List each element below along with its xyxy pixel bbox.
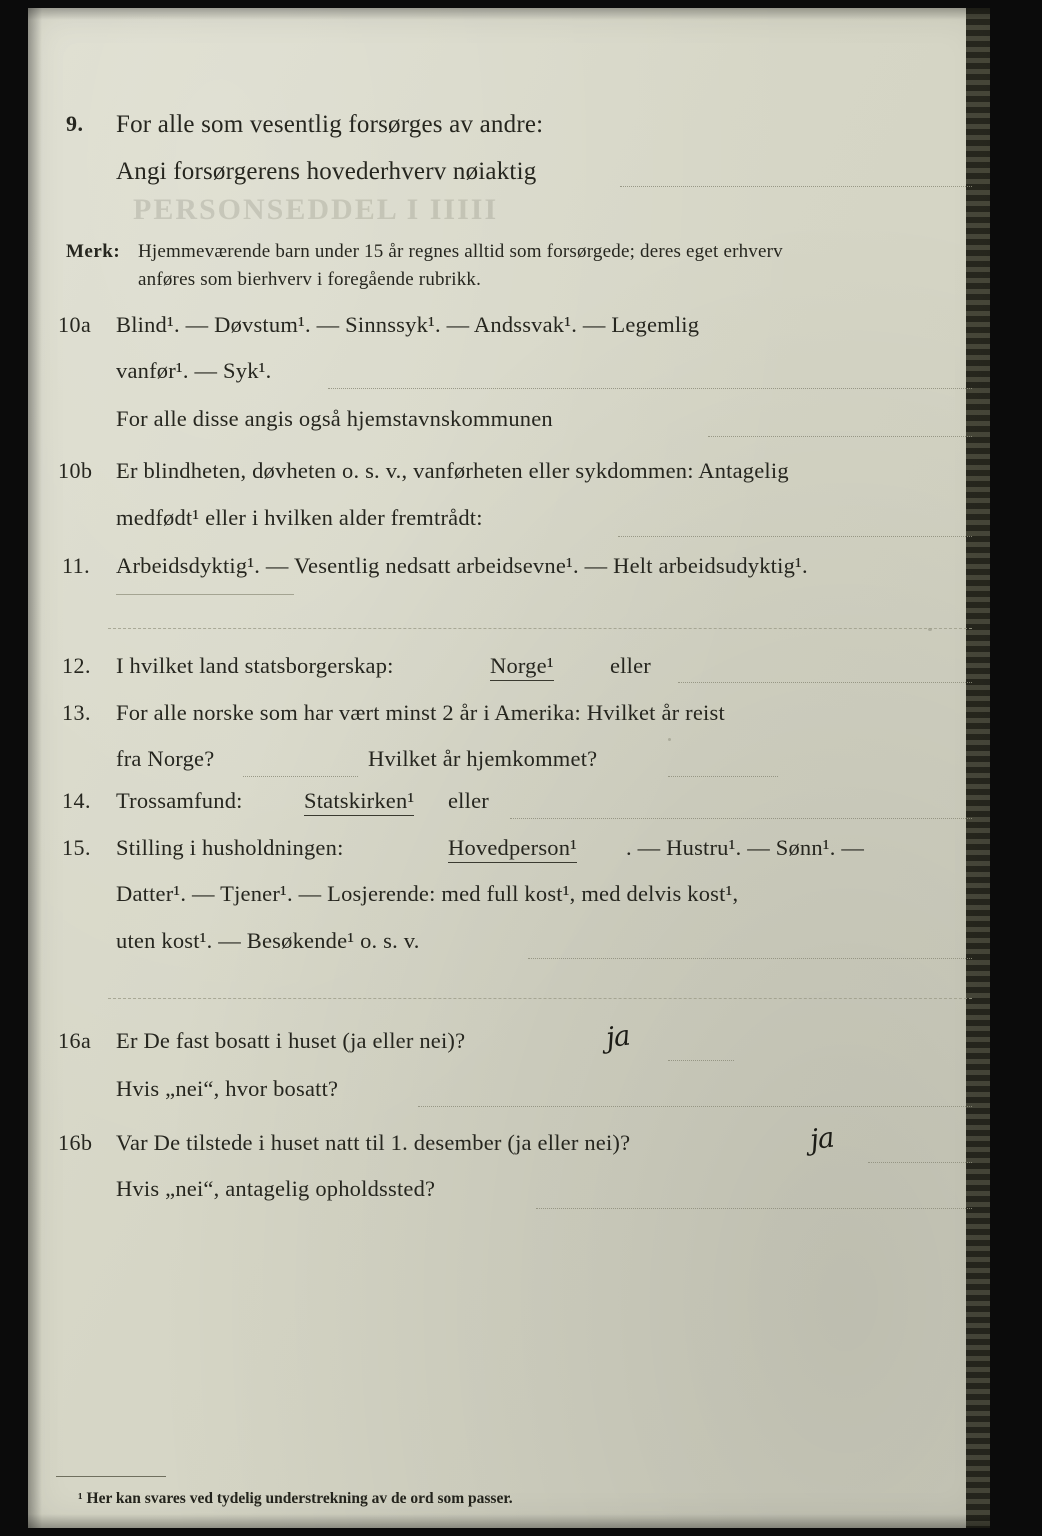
- item-14-number: 14.: [62, 788, 91, 813]
- item-16b-blank-rule: [536, 1208, 972, 1209]
- item-11-line1: Arbeidsdyktig¹. — Vesentlig nedsatt arbeidsevne¹. — Helt arbeidsudyktig¹.: [116, 553, 808, 578]
- item-10a-number: 10a: [58, 312, 92, 337]
- item-11-underline-arbeidsdyktig: [116, 594, 294, 595]
- item-13-line2b: Hvilket år hjemkommet?: [368, 746, 598, 771]
- item-13-blank-rule-2: [668, 776, 778, 777]
- merk-line1: Hjemmeværende barn under 15 år regnes alltid som forsørgede; deres eget erhverv: [138, 241, 783, 262]
- item-12-number: 12.: [62, 653, 91, 678]
- item-12-blank-rule: [678, 682, 972, 683]
- item-16a-answer-rule: [668, 1060, 734, 1061]
- item-15-blank-rule: [528, 958, 972, 959]
- item-15-line2: Datter¹. — Tjener¹. — Losjerende: med full kost¹, med delvis kost¹,: [116, 881, 739, 906]
- item-16a-blank-rule: [418, 1106, 972, 1107]
- item-12-line1: I hvilket land statsborgerskap:: [116, 653, 394, 678]
- item-16a-handwritten-answer: ja: [604, 1018, 632, 1055]
- item-9-number: 9.: [66, 111, 84, 136]
- merk-line2: anføres som bierhverv i foregående rubrikk.: [138, 269, 482, 290]
- item-10a-hjemstavn-rule: [708, 436, 972, 437]
- item-9-blank-rule: [620, 186, 972, 187]
- item-13-line2: fra Norge?: [116, 746, 215, 771]
- item-13-number: 13.: [62, 700, 91, 725]
- item-12-answer: Norge¹: [490, 653, 554, 681]
- item-9-line1: For alle som vesentlig forsørges av andre:: [116, 111, 544, 138]
- item-15-number: 15.: [62, 835, 91, 860]
- item-15-answer: Hovedperson¹: [448, 835, 577, 863]
- item-16a-line1: Er De fast bosatt i huset (ja eller nei)?: [116, 1028, 466, 1053]
- item-12-line1b: eller: [610, 653, 651, 678]
- bleed-through-line-2: [358, 1438, 365, 1464]
- item-9-line2: Angi forsørgerens hovederhverv nøiaktig: [116, 158, 537, 185]
- item-14-blank-rule: [510, 818, 972, 819]
- bleed-through-line-1: [328, 1338, 335, 1364]
- item-16b-handwritten-answer: ja: [808, 1120, 836, 1157]
- section-separator-2: [108, 998, 972, 999]
- item-10b-number: 10b: [58, 458, 93, 483]
- item-10a-line2: vanfør¹. — Syk¹.: [116, 358, 272, 383]
- item-15-line1b: . — Hustru¹. — Sønn¹. —: [626, 835, 865, 860]
- item-13-blank-rule-1: [243, 776, 358, 777]
- item-15-line1: Stilling i husholdningen:: [116, 835, 344, 860]
- item-10a-line3: For alle disse angis også hjemstavnskommunen: [116, 406, 553, 431]
- item-10b-line1: Er blindheten, døvheten o. s. v., vanførheten eller sykdommen: Antagelig: [116, 458, 789, 483]
- footnote-text: ¹ Her kan svares ved tydelig understrekning av de ord som passer.: [78, 1490, 513, 1507]
- item-11-number: 11.: [62, 553, 91, 578]
- merk-label: Merk:: [66, 241, 121, 262]
- item-10a-blank-rule: [328, 388, 972, 389]
- item-16a-line2: Hvis „nei“, hvor bosatt?: [116, 1076, 339, 1101]
- document-content: [28, 8, 990, 1528]
- item-14-line1: Trossamfund:: [116, 788, 243, 813]
- item-16b-line1: Var De tilstede i huset natt til 1. desember (ja eller nei)?: [116, 1130, 631, 1155]
- bleed-through-heading: PERSONSEDDEL I IIIII: [133, 193, 499, 226]
- scanned-document-page: [28, 8, 990, 1528]
- item-15-line3: uten kost¹. — Besøkende¹ o. s. v.: [116, 928, 420, 953]
- footnote-divider: [56, 1476, 166, 1477]
- item-16a-number: 16a: [58, 1028, 92, 1053]
- paper-speck: [668, 738, 671, 741]
- item-14-line1b: eller: [448, 788, 489, 813]
- item-10b-blank-rule: [618, 536, 972, 537]
- item-13-line1: For alle norske som har vært minst 2 år i Amerika: Hvilket år reist: [116, 700, 725, 725]
- item-16b-answer-rule: [868, 1162, 972, 1163]
- item-10b-line2: medfødt¹ eller i hvilken alder fremtrådt:: [116, 505, 483, 530]
- item-10a-line1: Blind¹. — Døvstum¹. — Sinnssyk¹. — Andssvak¹. — Legemlig: [116, 312, 700, 337]
- item-14-answer: Statskirken¹: [304, 788, 414, 816]
- section-separator-1: [108, 628, 972, 629]
- item-16b-line2: Hvis „nei“, antagelig opholdssted?: [116, 1176, 436, 1201]
- item-16b-number: 16b: [58, 1130, 93, 1155]
